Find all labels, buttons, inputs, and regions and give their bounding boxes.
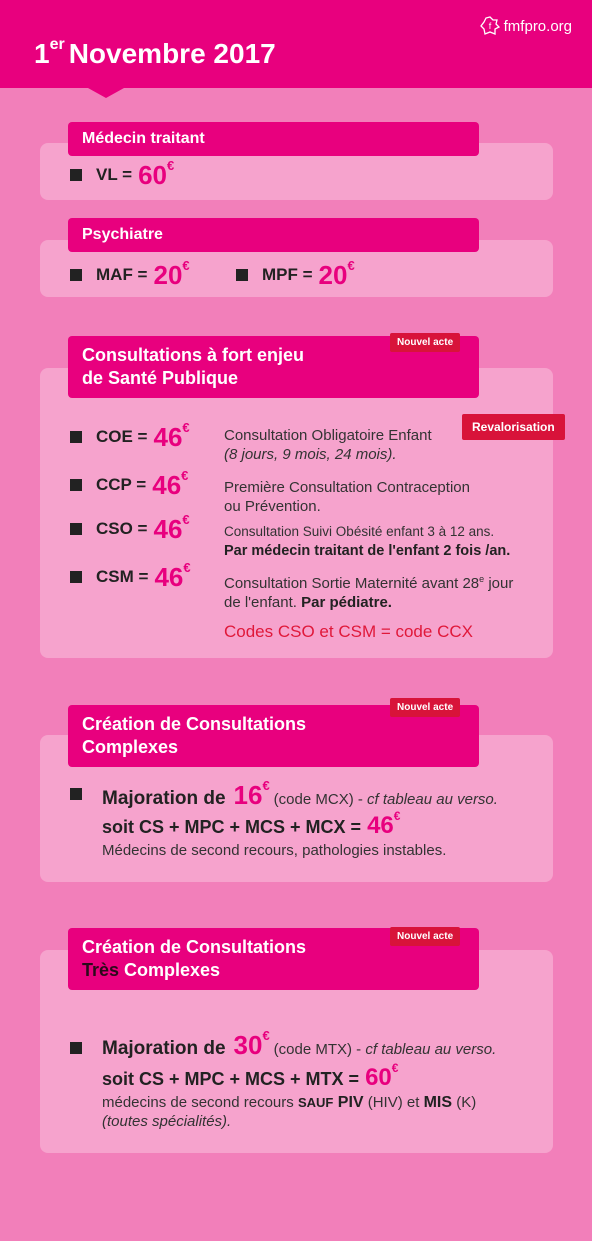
majoration-line (102, 780, 498, 811)
nouvel-acte-badge: Nouvel acte (390, 927, 460, 946)
soit-line (102, 1061, 399, 1092)
complexes-note: Médecins de second recours, pathologies instables. (102, 842, 447, 859)
maj-label: Majoration de (102, 1038, 226, 1059)
price-value: 46€ (152, 467, 189, 500)
title-line: Création de Consultations (82, 714, 307, 734)
codes-note: Codes CSO et CSM = code CCX (224, 622, 473, 641)
note-line: médecins de second recours SAUF PIV (HIV) et MIS (K) (102, 1094, 477, 1111)
bullet-square (70, 788, 82, 800)
logo-text: fmfpro.org (503, 17, 572, 35)
bullet-square (70, 169, 82, 181)
psychiatre-row-maf (70, 257, 190, 290)
code-label: CSM = (96, 567, 149, 586)
csm-row (70, 559, 191, 592)
coe-description (224, 426, 432, 464)
psychiatre-row-mpf (236, 257, 355, 290)
bullet-square (70, 431, 82, 443)
psychiatre-title: Psychiatre (68, 218, 479, 252)
bullet-square (70, 269, 82, 281)
logo[interactable] (480, 16, 572, 36)
desc-line: de l'enfant. Par pédiatre. (224, 594, 392, 611)
desc-line: Consultation Suivi Obésité enfant 3 à 12 ans. (224, 524, 495, 539)
title-line: Création de Consultations (82, 937, 307, 957)
maj-label: Majoration de (102, 788, 226, 809)
nouvel-acte-badge: Nouvel acte (390, 698, 460, 717)
title-line: de Santé Publique (82, 368, 239, 388)
price-value: 16€ (233, 778, 270, 810)
csm-description (224, 570, 513, 612)
desc-line: Par médecin traitant de l'enfant 2 fois /an. (224, 543, 511, 559)
title-line: Très Complexes (82, 960, 221, 980)
medecin-title: Médecin traitant (68, 122, 479, 156)
code-label: MPF = (262, 265, 313, 284)
header-pointer (88, 88, 124, 98)
price-value: 20€ (153, 257, 190, 290)
code-label: VL = (96, 165, 133, 184)
title-line: Complexes (82, 737, 179, 757)
price-value: 60€ (365, 1061, 399, 1091)
price-value: 20€ (318, 257, 355, 290)
desc-line: (8 jours, 9 mois, 24 mois). (224, 446, 397, 463)
revalorisation-badge: Revalorisation (462, 414, 565, 440)
desc-line: Consultation Sortie Maternité avant 28e jour (224, 574, 514, 592)
bullet-square (70, 479, 82, 491)
code-label: COE = (96, 427, 148, 446)
medecin-row (70, 157, 175, 190)
majoration-line (102, 1030, 496, 1061)
cso-description (224, 522, 510, 561)
bullet-square (70, 1042, 82, 1054)
note-line: (toutes spécialités). (102, 1113, 232, 1130)
bullet-square (236, 269, 248, 281)
desc-line: Première Consultation Contraception (224, 479, 470, 496)
desc-line: Consultation Obligatoire Enfant (224, 427, 432, 444)
maj-code: (code MCX) - cf tableau au verso. (273, 791, 498, 808)
price-value: 30€ (233, 1028, 270, 1060)
soit-line (102, 809, 401, 840)
price-value: 60€ (138, 157, 175, 190)
coe-row (70, 419, 190, 452)
code-label: CCP = (96, 475, 147, 494)
tres-note (102, 1093, 476, 1131)
title-line: Consultations à fort enjeu (82, 345, 305, 365)
bullet-square (70, 571, 82, 583)
bullet-square (70, 523, 82, 535)
price-value: 46€ (153, 419, 190, 452)
price-value: 46€ (154, 559, 191, 592)
maj-code: (code MTX) - cf tableau au verso. (273, 1041, 497, 1058)
svg-text:f: f (488, 21, 491, 31)
soit-formula: soit CS + MPC + MCS + MCX = (102, 817, 362, 837)
page-title: 1er Novembre 2017 (34, 35, 276, 69)
france-map-icon (480, 16, 500, 36)
code-label: CSO = (96, 519, 148, 538)
price-value: 46€ (153, 511, 190, 544)
nouvel-acte-badge: Nouvel acte (390, 333, 460, 352)
soit-formula: soit CS + MPC + MCS + MTX = (102, 1069, 360, 1089)
price-value: 46€ (367, 809, 401, 839)
ccp-row (70, 467, 189, 500)
cso-row (70, 511, 190, 544)
ccp-description (224, 478, 470, 516)
desc-line: ou Prévention. (224, 498, 321, 515)
code-label: MAF = (96, 265, 148, 284)
